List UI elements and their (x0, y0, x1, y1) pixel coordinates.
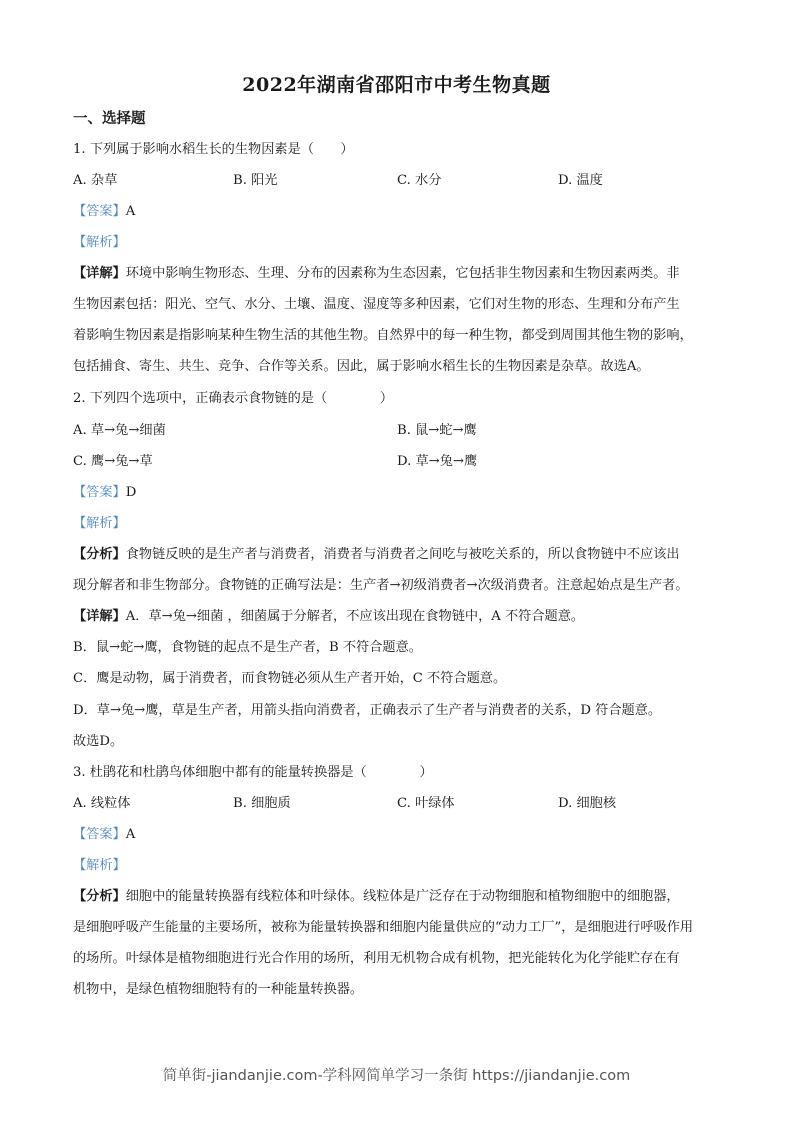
analysis-label: 【解析】 (73, 516, 126, 531)
question-2-option-c: C. 鹰→兔→草 (73, 454, 153, 469)
question-2-detail-line-1 (73, 608, 721, 626)
answer-label: 【答案】 (73, 204, 126, 219)
answer-value: A (125, 827, 136, 842)
detail-text: 环境中影响生物形态、生理、分布的因素称为生态因素，它包括非生物因素和生物因素两类。非 (125, 266, 680, 281)
question-3-analysis-heading (73, 857, 126, 875)
question-1-option-a: A. 杂草 (73, 173, 118, 188)
question-2-analysis-line-1 (73, 546, 721, 564)
question-1-option-b: B. 阳光 (233, 173, 278, 188)
question-1-stem: 1. 下列属于影响水稻生长的生物因素是（ ） (73, 142, 354, 157)
answer-label: 【答案】 (73, 485, 126, 500)
question-3-analysis-line-2: 是细胞呼吸产生能量的主要场所，被称为能量转换器和细胞内能量供应的“动力工厂”，是细胞进行呼吸作用 (73, 920, 694, 935)
question-2-detail-line-3: C．鹰是动物，属于消费者，而食物链必须从生产者开始，C 不符合题意。 (73, 671, 507, 686)
analysis-text: 细胞中的能量转换器有线粒体和叶绿体。线粒体是广泛存在于动物细胞和植物细胞中的细胞器， (125, 889, 680, 904)
analysis-sub-label: 【分析】 (73, 547, 126, 562)
analysis-label: 【解析】 (73, 235, 126, 250)
question-2-analysis-line-2: 现分解者和非生物部分。食物链的正确写法是：生产者→初级消费者→次级消费者。注意起始点是生产者。 (73, 578, 689, 593)
question-3-option-a: A. 线粒体 (73, 796, 131, 811)
question-3-answer (73, 826, 135, 844)
question-3-analysis-line-4: 机物中，是绿色植物细胞特有的一种能量转换器。 (73, 982, 364, 997)
question-2-option-a: A. 草→兔→细菌 (73, 423, 166, 438)
question-1-answer (73, 203, 135, 221)
detail-label: 【详解】 (73, 609, 126, 624)
question-2-answer (73, 484, 136, 502)
question-2-detail-line-4: D．草→兔→鹰，草是生产者，用箭头指向消费者，正确表示了生产者与消费者的关系，D 符合题意。 (73, 703, 662, 718)
footer-watermark: 简单街-jiandanjie.com-学科网简单学习一条街 https://jiandanjie.com (162, 1068, 631, 1084)
question-2-analysis-heading (73, 515, 126, 533)
question-2-option-b: B. 鼠→蛇→鹰 (397, 423, 477, 438)
question-3-option-c: C. 叶绿体 (397, 796, 455, 811)
answer-value: A (125, 204, 136, 219)
question-1-option-d: D. 温度 (558, 173, 603, 188)
document-title: 2022年湖南省邵阳市中考生物真题 (242, 74, 551, 96)
question-2-stem: 2. 下列四个选项中，正确表示食物链的是（ ） (73, 391, 394, 406)
analysis-label: 【解析】 (73, 858, 126, 873)
question-3-option-b: B. 细胞质 (233, 796, 291, 811)
question-3-analysis-line-1 (73, 888, 721, 906)
analysis-sub-label: 【分析】 (73, 889, 126, 904)
question-1-detail-line-1 (73, 265, 721, 283)
question-2-detail-line-5: 故选D。 (73, 734, 124, 749)
detail-text: A．草→兔→细菌 ，细菌属于分解者，不应该出现在食物链中，A 不符合题意。 (125, 609, 585, 624)
question-2-option-d: D. 草→兔→鹰 (397, 454, 478, 469)
answer-label: 【答案】 (73, 827, 126, 842)
question-2-detail-line-2: B．鼠→蛇→鹰，食物链的起点不是生产者，B 不符合题意。 (73, 640, 422, 655)
detail-label: 【详解】 (73, 266, 126, 281)
question-1-detail-line-4: 包括捕食、寄生、共生、竞争、合作等关系。因此，属于影响水稻生长的生物因素是杂草。故选A。 (73, 359, 650, 374)
question-1-analysis-heading (73, 234, 126, 252)
question-1-option-c: C. 水分 (397, 173, 442, 188)
question-3-analysis-line-3: 的场所。叶绿体是植物细胞进行光合作用的场所，利用无机物合成有机物，把光能转化为化学能贮存在有 (73, 951, 680, 966)
answer-value: D (125, 485, 137, 500)
analysis-text: 食物链反映的是生产者与消费者，消费者与消费者之间吃与被吃关系的，所以食物链中不应该出 (125, 547, 680, 562)
question-3-stem: 3. 杜鹃花和杜鹃鸟体细胞中都有的能量转换器是（ ） (73, 765, 433, 780)
question-1-detail-line-2: 生物因素包括：阳光、空气、水分、土壤、温度、湿度等多种因素，它们对生物的形态、生理和分布产生 (73, 297, 680, 312)
section-heading: 一、选择题 (73, 110, 146, 127)
question-1-detail-line-3: 着影响生物因素是指影响某种生物生活的其他生物。自然界中的每一种生物，都受到周围其他生物的影响， (73, 328, 693, 343)
question-3-option-d: D. 细胞核 (558, 796, 617, 811)
